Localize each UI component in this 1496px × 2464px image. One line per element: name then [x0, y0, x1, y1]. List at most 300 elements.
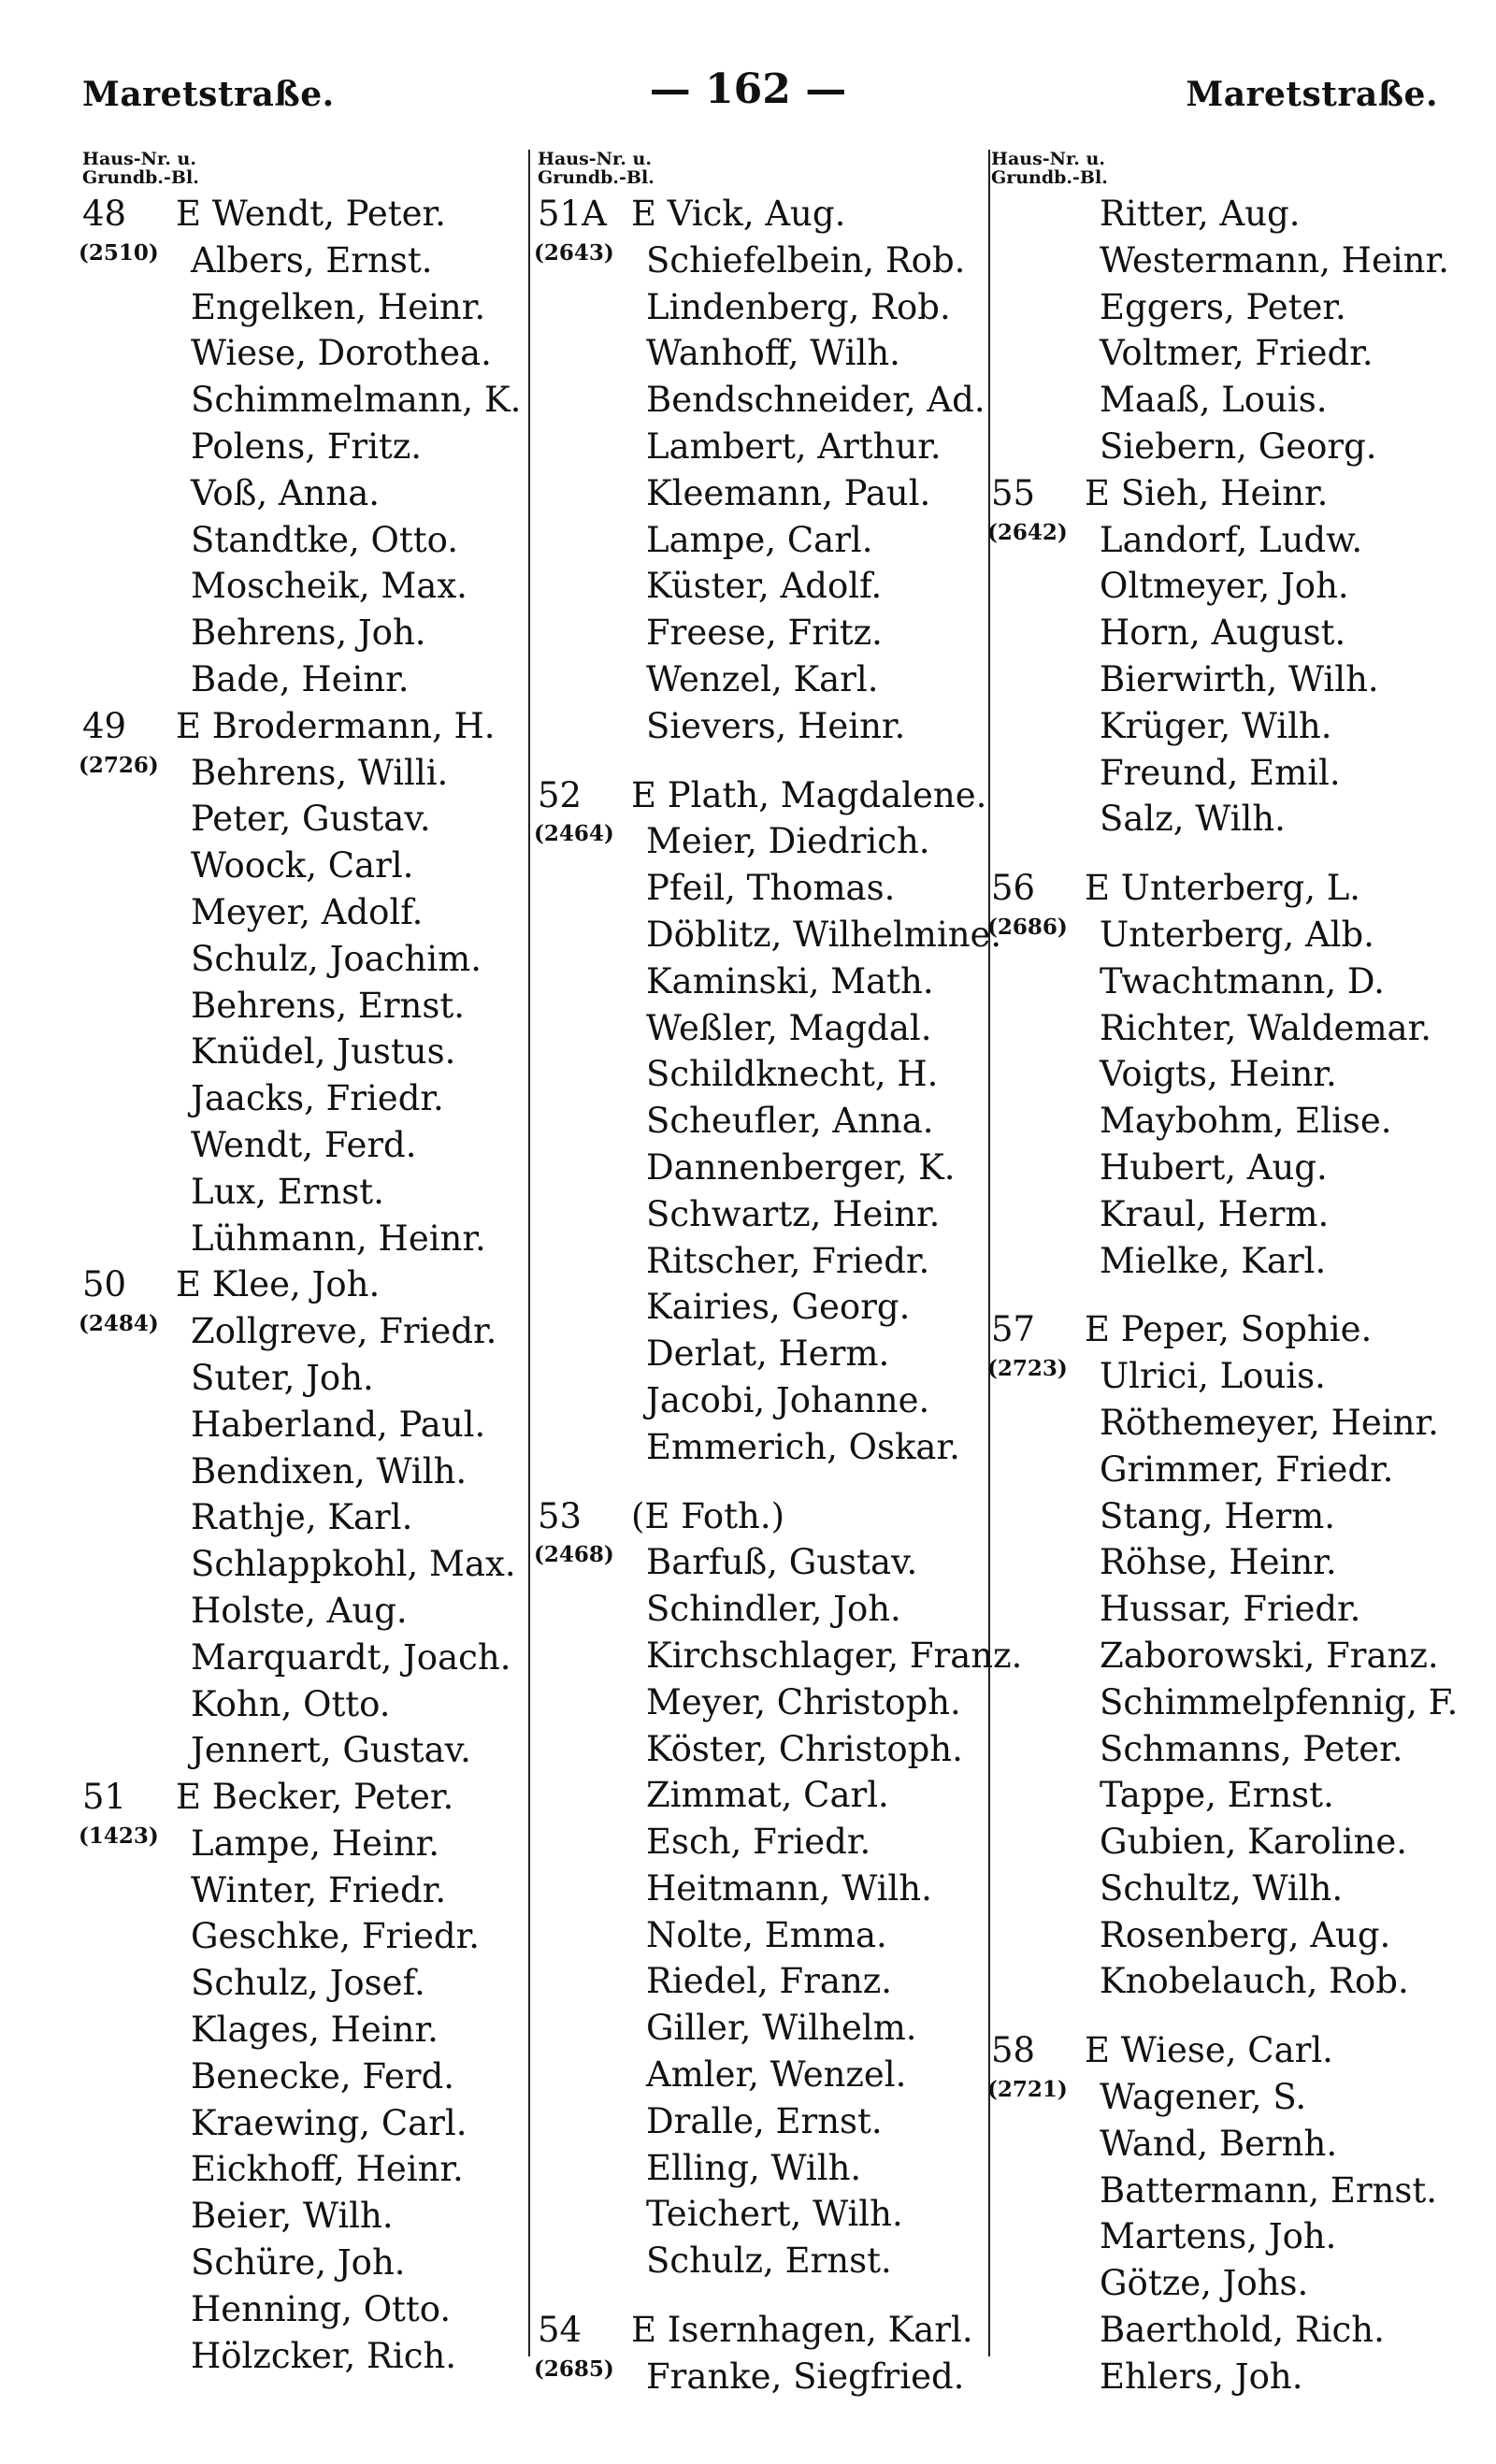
resident-line [991, 2307, 1477, 2354]
resident-name: Westermann, Heinr. [1100, 239, 1449, 281]
resident-line [538, 2145, 991, 2192]
resident-line [82, 1727, 522, 1774]
resident-name: Bendschneider, Ad. [646, 380, 985, 421]
resident-name: Elling, Wilh. [646, 2147, 862, 2188]
house-number: 51A [538, 194, 607, 234]
running-title-left: Maretstraße. [82, 75, 335, 114]
grundbuch-blatt: (2642) [987, 519, 1068, 545]
owner-name: E Brodermann, H. [176, 705, 496, 746]
resident-line [82, 1960, 522, 2007]
resident-line [82, 1122, 522, 1169]
owner-name: E Unterberg, L. [1085, 868, 1361, 909]
column-heading [82, 150, 522, 187]
resident-line [82, 1588, 522, 1635]
resident-name: Haberland, Paul. [191, 1404, 486, 1445]
entry-spacer [991, 1284, 1477, 1306]
resident-name: Klages, Heinr. [191, 2010, 439, 2051]
resident-line [991, 2213, 1477, 2260]
resident-name: Kirchschlager, Franz. [646, 1635, 1023, 1676]
owner-name: E Wiese, Carl. [1085, 2030, 1333, 2071]
grundbuch-blatt: (2723) [987, 1356, 1068, 1382]
resident-name: Bendixen, Wilh. [191, 1450, 468, 1491]
resident-line [538, 1912, 991, 1959]
resident-name: Winter, Friedr. [191, 1869, 447, 1910]
house-entry [987, 843, 1477, 1284]
house-number: 48 [82, 194, 127, 234]
resident-line [82, 983, 522, 1030]
resident-line [82, 936, 522, 983]
resident-line [991, 1191, 1477, 1238]
resident-line [991, 191, 1477, 238]
resident-name: Oltmeyer, Joh. [1100, 566, 1349, 607]
resident-name: Lux, Ernst. [191, 1171, 384, 1212]
grundbuch-blatt: (2726) [79, 752, 159, 778]
resident-line [991, 1912, 1477, 1959]
resident-name: Mielke, Karl. [1100, 1240, 1327, 1281]
resident-line [991, 424, 1477, 470]
resident-name: Freund, Emil. [1100, 752, 1341, 793]
house-entry [987, 2005, 1477, 2399]
resident-line [991, 1679, 1477, 1726]
resident-name: Beier, Wilh. [191, 2196, 394, 2237]
resident-line [538, 703, 991, 750]
resident-name: Franke, Siegfried. [646, 2356, 965, 2397]
resident-line [82, 2333, 522, 2380]
resident-line [82, 1867, 522, 1914]
resident-name: Teichert, Wilh. [646, 2194, 903, 2235]
resident-name: Maaß, Louis. [1100, 380, 1328, 421]
owner-line [538, 191, 991, 238]
resident-line [82, 1169, 522, 1216]
resident-line [987, 517, 1477, 564]
resident-line [79, 750, 522, 797]
owner-name: E Klee, Joh. [176, 1264, 381, 1305]
resident-name: Giller, Wilhelm. [646, 2008, 917, 2049]
resident-line [538, 2005, 991, 2052]
resident-line [991, 1400, 1477, 1447]
resident-line [82, 1635, 522, 1681]
resident-name: Kairies, Georg. [646, 1287, 911, 1328]
resident-line [538, 865, 991, 912]
house-number: 57 [991, 1309, 1036, 1350]
resident-line [538, 2191, 991, 2238]
owner-name: E Isernhagen, Karl. [631, 2310, 973, 2351]
resident-line [538, 424, 991, 470]
resident-name: Röthemeyer, Heinr. [1100, 1402, 1439, 1443]
house-entry [79, 703, 522, 1262]
resident-line [82, 2100, 522, 2147]
grundbuch-blatt: (2685) [534, 2356, 614, 2382]
resident-line [991, 1586, 1477, 1633]
resident-line [82, 563, 522, 610]
resident-name: Landorf, Ludw. [1100, 519, 1363, 560]
directory-column-1 [79, 149, 522, 2379]
resident-line [991, 330, 1477, 377]
entry-spacer [538, 750, 991, 772]
resident-name: Döblitz, Wilhelmine. [646, 914, 1002, 955]
resident-name: Freese, Fritz. [646, 612, 883, 654]
resident-name: Peter, Gustav. [191, 799, 431, 840]
owner-line [538, 1493, 991, 1540]
resident-name: Dralle, Ernst. [646, 2100, 883, 2141]
resident-name: Grimmer, Friedr. [1100, 1448, 1394, 1490]
column-heading-line: Haus-Nr. u. [538, 149, 652, 169]
owner-line [538, 2307, 991, 2354]
house-number: 50 [82, 1264, 127, 1305]
resident-line [538, 2052, 991, 2098]
resident-name: Battermann, Ernst. [1100, 2169, 1438, 2211]
resident-name: Woock, Carl. [191, 845, 414, 886]
resident-name: Hubert, Aug. [1100, 1146, 1328, 1188]
resident-name: Eggers, Peter. [1100, 286, 1346, 327]
resident-line [82, 1216, 522, 1262]
resident-name: Schmanns, Peter. [1100, 1728, 1403, 1769]
resident-name: Schüre, Joh. [191, 2242, 406, 2284]
resident-name: Maybohm, Elise. [1100, 1101, 1392, 1142]
resident-line [991, 284, 1477, 331]
resident-name: Gubien, Karoline. [1100, 1822, 1407, 1863]
resident-line [82, 284, 522, 331]
resident-line [538, 330, 991, 377]
resident-name: Meier, Diedrich. [646, 821, 930, 862]
resident-name: Zollgreve, Friedr. [191, 1311, 497, 1352]
resident-line [82, 1681, 522, 1728]
resident-name: Krüger, Wilh. [1100, 705, 1332, 746]
resident-name: Lindenberg, Rob. [646, 286, 951, 327]
resident-line [538, 563, 991, 610]
resident-line [991, 1447, 1477, 1493]
resident-line [991, 2260, 1477, 2307]
house-number: 49 [82, 705, 127, 746]
resident-line [538, 1377, 991, 1424]
owner-name: E Sieh, Heinr. [1085, 472, 1329, 513]
entry-spacer [538, 2284, 991, 2307]
resident-name: Eickhoff, Heinr. [191, 2149, 464, 2190]
resident-name: Meyer, Christoph. [646, 1681, 961, 1722]
resident-line [538, 1819, 991, 1866]
house-entry [534, 2284, 991, 2400]
resident-name: Wendt, Ferd. [191, 1124, 417, 1165]
resident-line [82, 1029, 522, 1075]
resident-line [82, 470, 522, 517]
resident-name: Röhse, Heinr. [1100, 1542, 1337, 1583]
resident-line [991, 1539, 1477, 1586]
resident-line [538, 912, 1002, 958]
grundbuch-blatt: (2510) [79, 239, 159, 266]
owner-name: E Vick, Aug. [631, 194, 846, 234]
resident-name: Wiese, Dorothea. [191, 333, 492, 374]
resident-name: Zaborowski, Franz. [1100, 1635, 1439, 1676]
resident-line [991, 958, 1477, 1005]
resident-name: Behrens, Joh. [191, 612, 426, 654]
resident-name: Tappe, Ernst. [1100, 1775, 1334, 1816]
resident-name: Lühmann, Heinr. [191, 1218, 486, 1259]
resident-name: Wanhoff, Wilh. [646, 333, 900, 374]
resident-name: Jennert, Gustav. [191, 1730, 471, 1771]
owner-name: E Peper, Sophie. [1085, 1309, 1373, 1350]
resident-line [991, 1633, 1477, 1679]
resident-name: Götze, Johs. [1100, 2263, 1309, 2304]
resident-name: Schwartz, Heinr. [646, 1193, 941, 1234]
resident-name: Rathje, Karl. [191, 1497, 413, 1538]
resident-name: Schindler, Joh. [646, 1589, 901, 1630]
resident-line [991, 1726, 1477, 1773]
resident-line [82, 2240, 522, 2286]
resident-line [991, 2168, 1477, 2214]
resident-line [538, 958, 991, 1005]
house-number: 53 [538, 1495, 583, 1536]
house-entry [987, 470, 1477, 843]
owner-line [82, 1261, 522, 1308]
resident-name: Siebern, Georg. [1100, 425, 1377, 467]
resident-line [991, 377, 1477, 424]
resident-line [538, 1424, 991, 1471]
resident-name: Emmerich, Oskar. [646, 1426, 960, 1467]
resident-name: Horn, August. [1100, 612, 1346, 654]
page-header [0, 65, 1496, 131]
resident-name: Unterberg, Alb. [1100, 914, 1374, 955]
resident-name: Schiefelbein, Rob. [646, 239, 966, 281]
resident-line [538, 470, 991, 517]
resident-name: Geschke, Friedr. [191, 1916, 480, 1957]
owner-name: (E Foth.) [631, 1495, 785, 1536]
resident-name: Rosenberg, Aug. [1100, 1914, 1391, 1955]
house-number: 52 [538, 774, 583, 815]
resident-line [534, 818, 991, 865]
resident-line [538, 1238, 991, 1285]
resident-line [991, 1772, 1477, 1819]
resident-name: Amler, Wenzel. [646, 2054, 907, 2096]
owner-line [991, 1306, 1477, 1353]
column-heading [538, 150, 991, 187]
resident-line [82, 796, 522, 843]
resident-name: Schulz, Joachim. [191, 938, 482, 979]
owner-line [991, 470, 1477, 517]
resident-line [991, 1238, 1477, 1285]
owner-line [82, 703, 522, 750]
resident-line [534, 1539, 991, 1586]
resident-name: Heitmann, Wilh. [646, 1867, 932, 1909]
page-number: — 162 — [649, 65, 847, 113]
resident-name: Wenzel, Karl. [646, 658, 879, 699]
directory-column-3 [987, 149, 1477, 2400]
resident-name: Esch, Friedr. [646, 1822, 871, 1863]
resident-name: Voigts, Heinr. [1100, 1054, 1337, 1095]
resident-name: Ehlers, Joh. [1100, 2356, 1303, 2397]
resident-line [538, 1866, 991, 1912]
resident-line [82, 330, 522, 377]
owner-line [538, 772, 991, 819]
resident-name: Albers, Ernst. [191, 239, 433, 281]
resident-line [82, 1913, 522, 1960]
owner-line [991, 865, 1477, 912]
resident-name: Barfuß, Gustav. [646, 1542, 918, 1583]
resident-name: Behrens, Ernst. [191, 985, 465, 1026]
resident-line [82, 656, 522, 703]
house-number: 51 [82, 1777, 127, 1818]
resident-line [991, 238, 1477, 284]
resident-name: Voß, Anna. [191, 472, 381, 513]
house-number: 58 [991, 2030, 1036, 2071]
resident-name: Suter, Joh. [191, 1357, 374, 1398]
resident-name: Martens, Joh. [1100, 2216, 1337, 2257]
resident-name: Bierwirth, Wilh. [1100, 658, 1379, 699]
resident-name: Wagener, S. [1100, 2077, 1307, 2118]
resident-name: Ritter, Aug. [1100, 194, 1301, 234]
resident-line [991, 2121, 1477, 2168]
resident-name: Marquardt, Joach. [191, 1636, 511, 1678]
resident-name: Kraewing, Carl. [191, 2102, 468, 2143]
resident-name: Hussar, Friedr. [1100, 1589, 1361, 1630]
house-entry [987, 1284, 1477, 2005]
house-number: 56 [991, 868, 1036, 909]
resident-line [79, 238, 522, 284]
resident-name: Sievers, Heinr. [646, 705, 906, 746]
resident-name: Schulz, Ernst. [646, 2241, 892, 2282]
resident-name: Schildknecht, H. [646, 1054, 939, 1095]
resident-line [991, 1958, 1477, 2005]
resident-line [538, 1586, 991, 1633]
owner-line [82, 1774, 522, 1821]
resident-line [82, 610, 522, 656]
grundbuch-blatt: (2468) [534, 1542, 614, 1568]
resident-name: Zimmat, Carl. [646, 1775, 889, 1816]
resident-line [82, 1494, 522, 1541]
resident-line [82, 889, 522, 936]
resident-line [534, 2354, 991, 2400]
column-heading-line: Haus-Nr. u. [991, 149, 1105, 169]
resident-line [991, 1493, 1477, 1540]
resident-line [987, 2074, 1477, 2121]
resident-line [82, 424, 522, 470]
grundbuch-blatt: (2484) [79, 1311, 159, 1337]
resident-name: Lampe, Heinr. [191, 1823, 440, 1864]
resident-line [538, 1145, 991, 1191]
entry-spacer [538, 1471, 991, 1493]
resident-name: Salz, Wilh. [1100, 799, 1286, 840]
grundbuch-blatt: (2686) [987, 914, 1068, 940]
resident-name: Lampe, Carl. [646, 519, 873, 560]
grundbuch-blatt: (2464) [534, 821, 614, 847]
resident-name: Schulz, Josef. [191, 1963, 425, 2004]
resident-name: Pfeil, Thomas. [646, 868, 896, 909]
grundbuch-blatt: (2643) [534, 239, 614, 266]
resident-line [538, 2238, 991, 2284]
resident-line [538, 284, 991, 331]
resident-name: Schimmelpfennig, F. [1100, 1681, 1459, 1722]
resident-name: Dannenberger, K. [646, 1146, 956, 1188]
resident-line [82, 517, 522, 564]
resident-line [991, 750, 1477, 797]
resident-line [991, 656, 1477, 703]
entry-spacer [991, 843, 1477, 865]
resident-line [538, 1098, 991, 1145]
resident-name: Richter, Waldemar. [1100, 1007, 1431, 1048]
resident-line [991, 610, 1477, 656]
resident-line [79, 1821, 522, 1867]
house-entry [534, 191, 991, 750]
resident-line [82, 377, 522, 424]
owner-name: E Plath, Magdalene. [631, 774, 987, 815]
resident-name: Köster, Christoph. [646, 1728, 963, 1769]
resident-line [538, 1005, 991, 1052]
resident-line [991, 796, 1477, 843]
resident-line [82, 1355, 522, 1402]
resident-line [991, 1145, 1477, 1191]
resident-name: Jacobi, Johanne. [646, 1379, 930, 1420]
resident-line [82, 1541, 522, 1588]
resident-line [991, 2354, 1477, 2400]
resident-name: Benecke, Ferd. [191, 2055, 455, 2097]
house-entry [79, 1261, 522, 1774]
grundbuch-blatt: (1423) [79, 1823, 159, 1849]
running-title-right: Maretstraße. [1186, 75, 1438, 114]
column-heading [991, 150, 1477, 187]
house-entry [534, 750, 1002, 1471]
owner-name: E Wendt, Peter. [176, 194, 446, 234]
resident-line [82, 2146, 522, 2193]
resident-name: Behrens, Willi. [191, 752, 449, 793]
entry-spacer [991, 2005, 1477, 2027]
resident-name: Ulrici, Louis. [1100, 1356, 1326, 1397]
resident-line [991, 703, 1477, 750]
resident-name: Küster, Adolf. [646, 566, 883, 607]
house-number: 55 [991, 472, 1036, 513]
resident-name: Henning, Otto. [191, 2288, 452, 2329]
resident-line [987, 1353, 1477, 1400]
resident-line [538, 1191, 991, 1238]
resident-name: Schultz, Wilh. [1100, 1867, 1344, 1909]
resident-name: Lambert, Arthur. [646, 425, 942, 467]
resident-line [991, 1051, 1477, 1098]
resident-line [538, 517, 991, 564]
resident-name: Weßler, Magdal. [646, 1007, 932, 1048]
resident-line [991, 1819, 1477, 1866]
resident-line [538, 1331, 991, 1377]
resident-name: Baerthold, Rich. [1100, 2310, 1385, 2351]
column-heading-line: Grundb.-Bl. [991, 167, 1108, 188]
grundbuch-blatt: (2721) [987, 2077, 1068, 2103]
resident-name: Kohn, Otto. [191, 1683, 391, 1724]
resident-line [538, 1633, 1023, 1679]
resident-line [991, 1098, 1477, 1145]
resident-name: Hölzcker, Rich. [191, 2335, 457, 2376]
resident-name: Voltmer, Friedr. [1100, 333, 1374, 374]
resident-name: Bade, Heinr. [191, 658, 410, 699]
resident-line [538, 656, 991, 703]
resident-name: Engelken, Heinr. [191, 286, 486, 327]
resident-name: Schlappkohl, Max. [191, 1544, 516, 1585]
resident-line [538, 1284, 991, 1331]
column-divider [528, 150, 530, 2356]
resident-line [538, 1679, 991, 1726]
resident-name: Kleemann, Paul. [646, 472, 931, 513]
resident-name: Schimmelmann, K. [191, 380, 522, 421]
resident-name: Kraul, Herm. [1100, 1193, 1330, 1234]
resident-line [538, 610, 991, 656]
resident-line [82, 2053, 522, 2100]
resident-line [538, 1726, 991, 1773]
owner-line [82, 191, 522, 238]
resident-line [991, 1005, 1477, 1052]
house-number: 54 [538, 2310, 583, 2351]
resident-name: Polens, Fritz. [191, 425, 423, 467]
resident-line [987, 912, 1477, 958]
resident-line [538, 1958, 991, 2005]
owner-line [991, 2027, 1477, 2074]
house-entry [79, 191, 522, 703]
owner-name: E Becker, Peter. [176, 1777, 454, 1818]
